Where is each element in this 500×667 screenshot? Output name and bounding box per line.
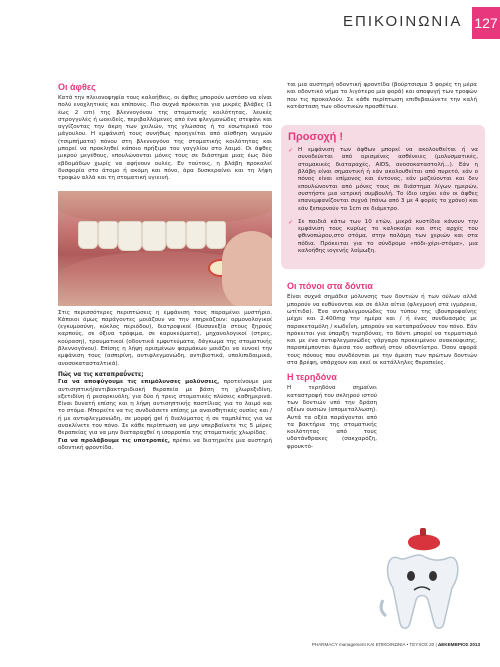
right-top-paragraph: ται μια αυστηρή οδοντική φροντίδα (βούρτσισμα 3 φορές τη μέρα και οδοντικό νήμα το λιγότερο μια φορά) και αποφυγή των τροφών που τις προκαλούν. Σε κάθε περίπτωση επιθεβαιώνετε την καλή κατάσταση των οδοντικών προσθέτων. <box>287 82 477 110</box>
warning-box <box>281 125 485 269</box>
caries-paragraph: Η τερηδόνα σημαίνει καταστροφή του σκληρού ιστού των δοντιών υπό την δράση οξέων ουσιών (απομεταλλωση). Αυτά τα οξέα παράγονται από τα βακτήρια της στοματικής κοιλότητας από τους υδατάνθρακες (σακχαρόζη, φρουκτό- <box>287 385 377 450</box>
section-header: ΕΠΙΚΟΙΝΩΝΙΑ <box>343 13 463 30</box>
pain-paragraph: Είναι συχνά σημάδια μόλυνσης των δοντιών ή των ούλων αλλά μπορούν να ευθύνονται και σε άλλα αίτια (φλεγμονή στα ιγμόρεια, ωτίτιδα). Ένα αντιφλεγμονώδες του τύπου της ιβουπροφαίνης μέχρι και 2.400mg την ημέρα και / ή ένας συνδυασμός με παρακεταμόλη / κωδεΐνη, μπορούν να καταπραΰνουν τον πόνο. Εάν πρόκειται για ύπαρξη τερηδόνας, το δόντι μπορεί να τερματισμό και με ένα αντιφλεγμονώδες γάργαρο προκειμένου ανακούφισης, παραπέμπονται άμεσα τον ασθενή στον οδοντίατρο. Όσον αφορά τους πόνους που συνδέονται με την άμεση των πρώτων δοντιών στα βρέφη, υπάρχουν και εκεί οι κατάλληλες θεραπείες. <box>287 294 477 367</box>
page-number: 127 <box>472 7 500 39</box>
section-title-pain: Οι πόνοι στα δόντια <box>287 281 373 292</box>
checkmark-icon: ✓ <box>288 147 294 155</box>
right-column <box>287 82 477 451</box>
checkmark-icon: ✓ <box>288 218 294 226</box>
warning-item: ✓ Η εμφάνιση των άφθων μπορεί να ακολουθείται ή να συνοδεύεται από ορισμένες ασθένειες (μολυσματικές, στομακικές διαταραχές, AIDS, ανοσοκαταστολή...). Εάν η βλάβη είναι σημαντική ή εάν ακολουθείται από πυρετό, εάν ο πόνος είναι επίμονος και έντονος, εάν μαζεύονται και δεν επουλώνονται από μόνες τους σε διάστημα λίγων ημερών, συστήστε μια ιατρική συμβουλή. Το ίδιο ισχύει εάν οι άφθες επανεμφανίζονται συχνά (πάνω από 3 με 4 φορές το χρόνο) και εάν ξεπερνούν το 1cm σε διάμετρο. <box>288 147 478 212</box>
left-column <box>58 82 272 452</box>
warning-title: Προσοχή ! <box>288 131 344 144</box>
causes-paragraph: Στις περισσότερες περιπτώσεις η εμφάνιση τους παραμένει μυστήριο. Κάποιοι όμως παράγοντες μοιάζουν να την επηρεάζουν: ορμονολογικοί (εγκυμοσύνη, κύκλος περιόδου), διατροφικοί (δυσανεξία στους ξηρούς καρπούς, σε όξινα τρόφιμα, σε καρυκεύματα), μηχανολογικοί (στρες, κούραση), τραυματικοί (οδοντικά εμφυτεύματα, δάγκωμα της στοματικής βλεννογόνου). Επίσης η λήψη ορισμένων φαρμάκων μοιάζει να ευνοεί την εμφάνιση τους (ασπιρίνη, αντιφλεγμονώδη, αντιβιοτικά, υπολιπιδαιμικά, ανοσοκατασταλτικά). <box>58 309 272 367</box>
page-footer: PHARMACY management ΚΑΙ ΕΠΙΚΟΙΝΩΝΙΑ • ΤΕΥΧΟΣ 20 | ΔΕΚΕΜΒΡΙΟΣ 2013 <box>311 642 480 647</box>
tooth-icon <box>378 528 473 638</box>
mouth-photo <box>58 191 272 306</box>
how-paragraph-1: Για να αποφύγουμε τις επιμόλυνσες μολύνσεις, προτείνουμε μια αντισηπτική/αντιβακτηριδιακή θεραπεία με βάση τη χλωρεξιδίνη, εξετιδίνη ή ρεσορκινόλη, για δύο ή τρεις στοματικές πλύσεις καθημερινά. Είναι δυνατή επίσης και η λήψη αντισηπτικής παστίλιας για το λαιμό και το στόμα. Μπορείτε να τις συνδυάσετε επίσης με αναισθητικές ουσίες και / ή με αντιφλεγμονώδη, σε μορφή gel ή διαλύματος ή σε ταμπλέτες για να ανακλίνετε τον πόνο. Σε κάθε περίπτωση να μην υπερβαίνετε τις 5 μέρες θεραπείας για να μην διαταραχθεί η ισορροπία της στοματικής χλωρίδας. <box>58 379 272 437</box>
how-title: Πώς να τις καταπραΰνετε; <box>58 371 144 378</box>
intro-paragraph: Κατά την πλειονοψηφία τους καλοήθεις, οι άφθες μπορούν ωστόσο να είναι πολύ ενοχλητικές και επίπονες. Πιο συχνά πρόκειται για μικρές βλάβες (1 έως 2 cm) της βλεννογόνου της στοματικής κοιλότητας, λευκές στρογγυλές ή ωοειδείς, περιβαλλόμενες από ένα φλεγμονώδες στεφάνι και αγγίζοντας την άκρη των χειλιών, της γλώσσας ή το εσωτερικό του μάγουλου. Η εμφάνισή τους συνήθως προηγείται από αίσθηση νυγμών (τσιμπήματα) πόνου στη βλεννογόνο της στοματικής κοιλότητας και μπορεί να προκληθεί κάποιο πρήξιμο του γαγγλίου στο λαιμό. Οι άφθες μικρού μεγέθους, επουλώνονται μόνες τους σε διάστημα μιας έως δύο εβδομάδων χωρίς να αφήνουν ουλές. Εν τούτοις, η βλάβη προκαλεί δυσφορία στο άτομο ή ακόμη και πόνο, άρα δυσκεραίνει και τη λήψη τροφών αλλά και τη στοματική υγιεινή. <box>58 95 272 182</box>
how-paragraph-2: Για να προλάβουμε τις υποτροπές, πρέπει να διατηρείτε μια αυστηρή οδοντική φροντίδα. <box>58 437 273 451</box>
section-title-caries: Η τερηδόνα <box>287 372 337 383</box>
warning-item: ✓ Σε παιδιά κάτω των 10 ετών, μικρά κυστίδια κάνουν την εμφάνιση τους κυρίως το καλοκαίρι και στις αρχές του φθινοπώρου,στο στόμα, στην παλάμη των χεριών και στα πόδια. Πρόκειται για το σύνδρομο «πόδι-χέρι-στόμα», μια καλοήθης ιογενής λοίμωξη. <box>288 218 478 255</box>
section-title-afthes: Οι άφθες <box>58 82 96 92</box>
